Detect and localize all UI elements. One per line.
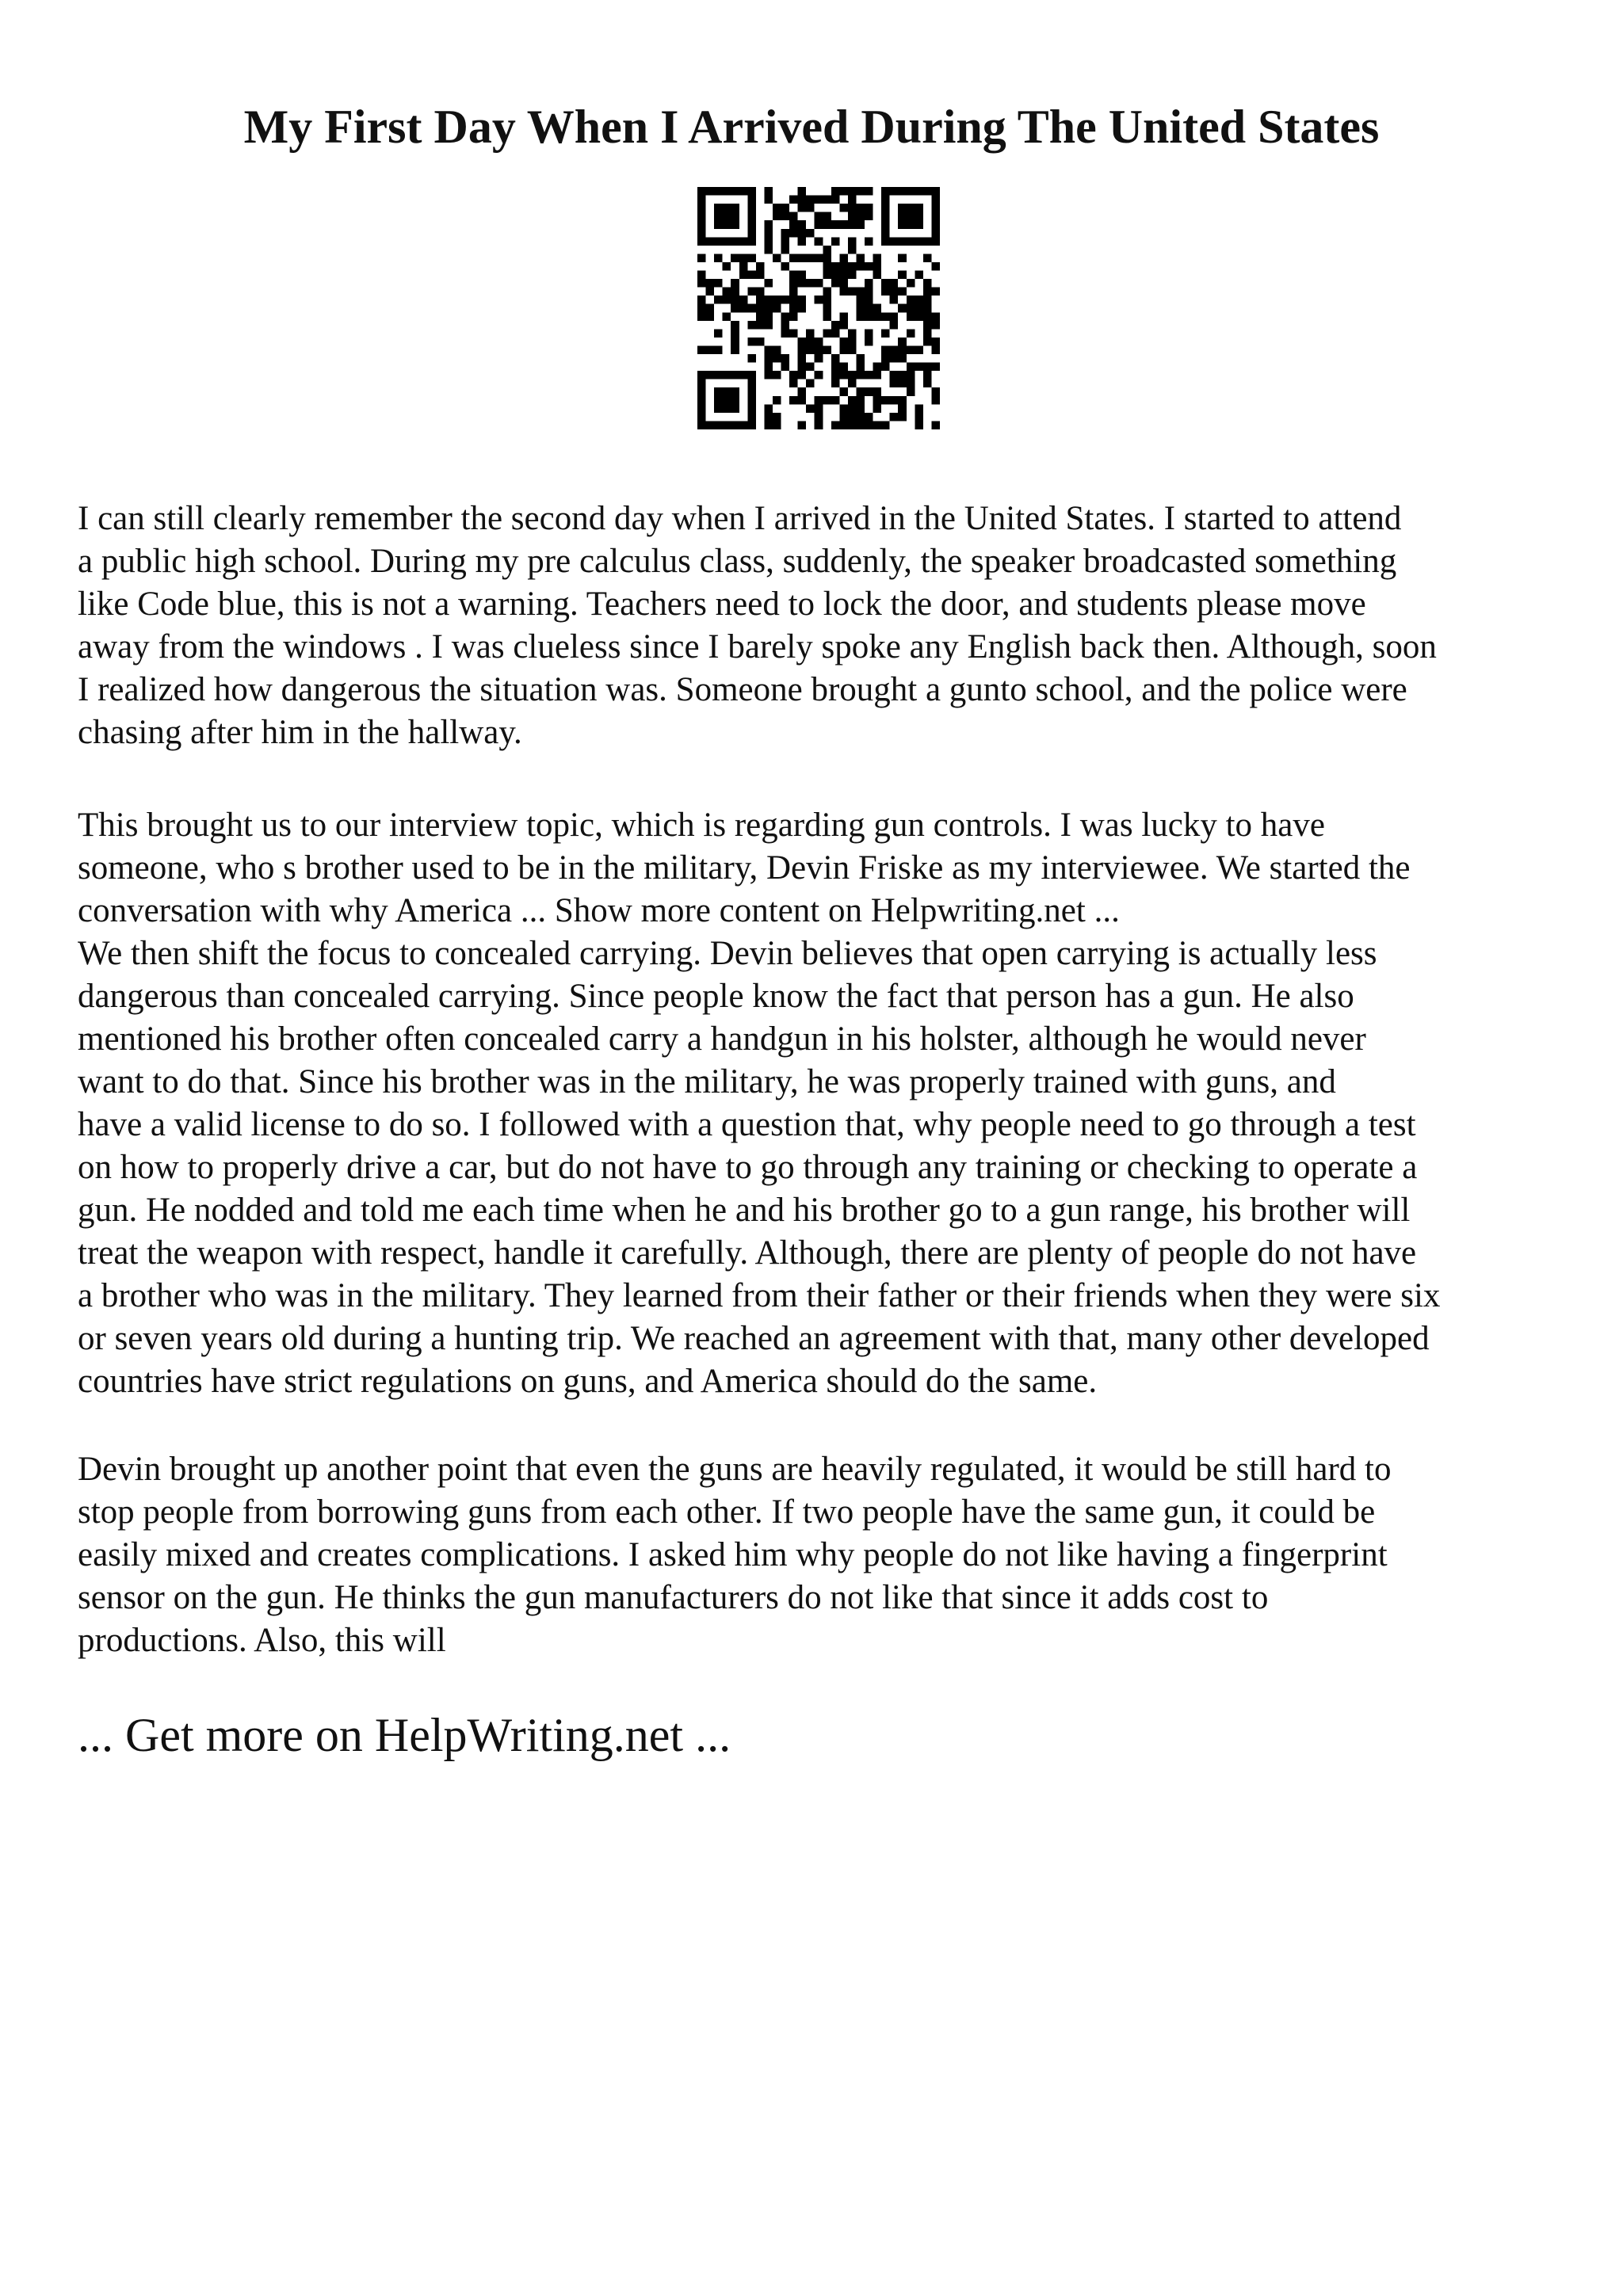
text-line: chasing after him in the hallway. xyxy=(78,714,522,751)
text-line: mentioned his brother often concealed carry a handgun in his holster, although he would never xyxy=(78,1020,1366,1058)
text-line: conversation with why America ... Show more content on Helpwriting.net ... xyxy=(78,892,1120,929)
text-line: dangerous than concealed carrying. Since people know the fact that person has a gun. He also xyxy=(78,978,1354,1015)
text-line: I realized how dangerous the situation was. Someone brought a gunto school, and the police were xyxy=(78,671,1407,708)
text-line: We then shift the focus to concealed carrying. Devin believes that open carrying is actually less xyxy=(78,935,1377,972)
text-line: stop people from borrowing guns from each other. If two people have the same gun, it could be xyxy=(78,1493,1376,1531)
paragraph-1 xyxy=(78,498,1564,754)
text-line: a public high school. During my pre calculus class, suddenly, the speaker broadcasted something xyxy=(78,543,1397,580)
text-line: treat the weapon with respect, handle it carefully. Although, there are plenty of people do not have xyxy=(78,1234,1417,1272)
text-line: gun. He nodded and told me each time when he and his brother go to a gun range, his brother will xyxy=(78,1192,1411,1229)
text-line: someone, who s brother used to be in the military, Devin Friske as my interviewee. We started the xyxy=(78,849,1411,887)
text-line: Devin brought up another point that even the guns are heavily regulated, it would be still hard to xyxy=(78,1451,1392,1488)
paragraph-3 xyxy=(78,1448,1564,1662)
text-line: on how to properly drive a car, but do not have to go through any training or checking to operate a xyxy=(78,1149,1418,1186)
paragraph-2 xyxy=(78,804,1564,1403)
text-line: want to do that. Since his brother was in the military, he was properly trained with guns, and xyxy=(78,1063,1336,1100)
text-line: countries have strict regulations on guns, and America should do the same. xyxy=(78,1363,1098,1400)
text-line: a brother who was in the military. They learned from their father or their friends when they were six xyxy=(78,1277,1441,1314)
text-line: like Code blue, this is not a warning. Teachers need to lock the door, and students please move xyxy=(78,585,1366,623)
text-line: I can still clearly remember the second day when I arrived in the United States. I started to attend xyxy=(78,500,1402,537)
text-line: sensor on the gun. He thinks the gun manufacturers do not like that since it adds cost to xyxy=(78,1579,1269,1616)
text-line: or seven years old during a hunting trip. We reached an agreement with that, many other developed xyxy=(78,1320,1430,1357)
qr-code-image[interactable] xyxy=(697,187,940,429)
text-line: productions. Also, this will xyxy=(78,1622,446,1659)
text-line: This brought us to our interview topic, which is regarding gun controls. I was lucky to have xyxy=(78,807,1325,844)
text-line: have a valid license to do so. I followed with a question that, why people need to go through a test xyxy=(78,1106,1416,1143)
get-more-link[interactable]: ... Get more on HelpWriting.net ... xyxy=(78,1709,731,1761)
document-title: My First Day When I Arrived During The United States xyxy=(243,101,1380,153)
text-line: away from the windows . I was clueless since I barely spoke any English back then. Although, soon xyxy=(78,628,1437,666)
text-line: easily mixed and creates complications. I asked him why people do not like having a fingerprint xyxy=(78,1536,1388,1573)
